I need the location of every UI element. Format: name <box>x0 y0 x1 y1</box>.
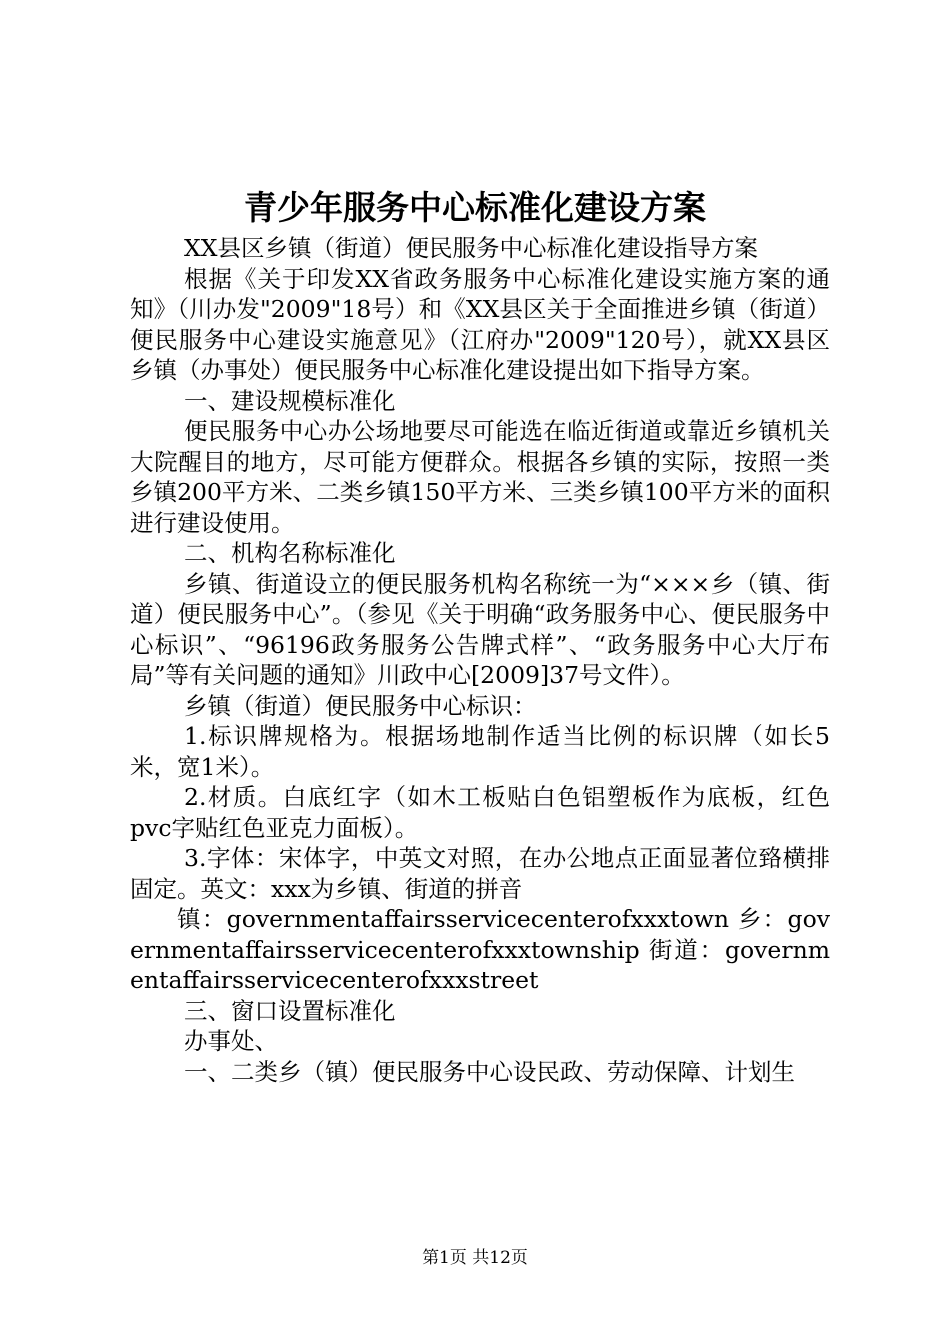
paragraph-scale: 便民服务中心办公场地要尽可能选在临近街道或靠近乡镇机关大院醒目的地方，尽可能方便群众。根据各乡镇的实际，按照一类乡镇200平方米、二类乡镇150平方米、三类乡镇100平方米的面积进行建设使用。 <box>130 417 830 537</box>
paragraph-sign-3: 3.字体：宋体字，中英文对照，在办公地点正面显著位臵横排固定。英文：xxx为乡镇、街道的拼音 <box>130 844 830 903</box>
paragraph-window: 一、二类乡（镇）便民服务中心设民政、劳动保障、计划生 <box>184 1057 796 1086</box>
paragraph-name: 乡镇、街道设立的便民服务机构名称统一为“×××乡（镇、街道）便民服务中心”。（参见《关于明确“政务服务中心、便民服务中心标识”、“96196政务服务公告牌式样”、“政务服务中心大厅布局”等有关问题的通知》川政中心[2009]37号文件）。 <box>130 569 830 689</box>
paragraph-sign-heading: 乡镇（街道）便民服务中心标识： <box>184 691 537 720</box>
section-heading-2: 二、机构名称标准化 <box>184 539 396 567</box>
paragraph-subtitle: XX县区乡镇（街道）便民服务中心标准化建设指导方案 <box>184 234 759 262</box>
page-footer: 第1页 共12页 <box>422 1248 528 1268</box>
paragraph-english-names: 镇：governmentaffairsservicecenterofxxxtown 乡：governmentaffairsservicecenterofxxxtownship 街道：governmentaffairsservicecenterofxxxstreet <box>130 905 830 994</box>
document-body <box>130 233 830 1087</box>
section-heading-1: 一、建设规模标准化 <box>184 386 396 415</box>
paragraph-sign-2: 2.材质。白底红字（如木工板贴白色铝塑板作为底板，红色pvc字贴红色亚克力面板）。 <box>130 783 830 842</box>
section-heading-3: 三、窗口设置标准化 <box>184 996 396 1025</box>
paragraph-intro: 根据《关于印发XX省政务服务中心标准化建设实施方案的通知》（川办发"2009"18号）和《XX县区关于全面推进乡镇（街道）便民服务中心建设实施意见》（江府办"2009"120号），就XX县区乡镇（办事处）便民服务中心标准化建设提出如下指导方案。 <box>130 264 830 384</box>
paragraph-office: 办事处、 <box>184 1027 279 1055</box>
paragraph-sign-1: 1.标识牌规格为。根据场地制作适当比例的标识牌（如长5米，宽1米）。 <box>130 722 830 781</box>
document-title: 青少年服务中心标准化建设方案 <box>244 188 706 227</box>
